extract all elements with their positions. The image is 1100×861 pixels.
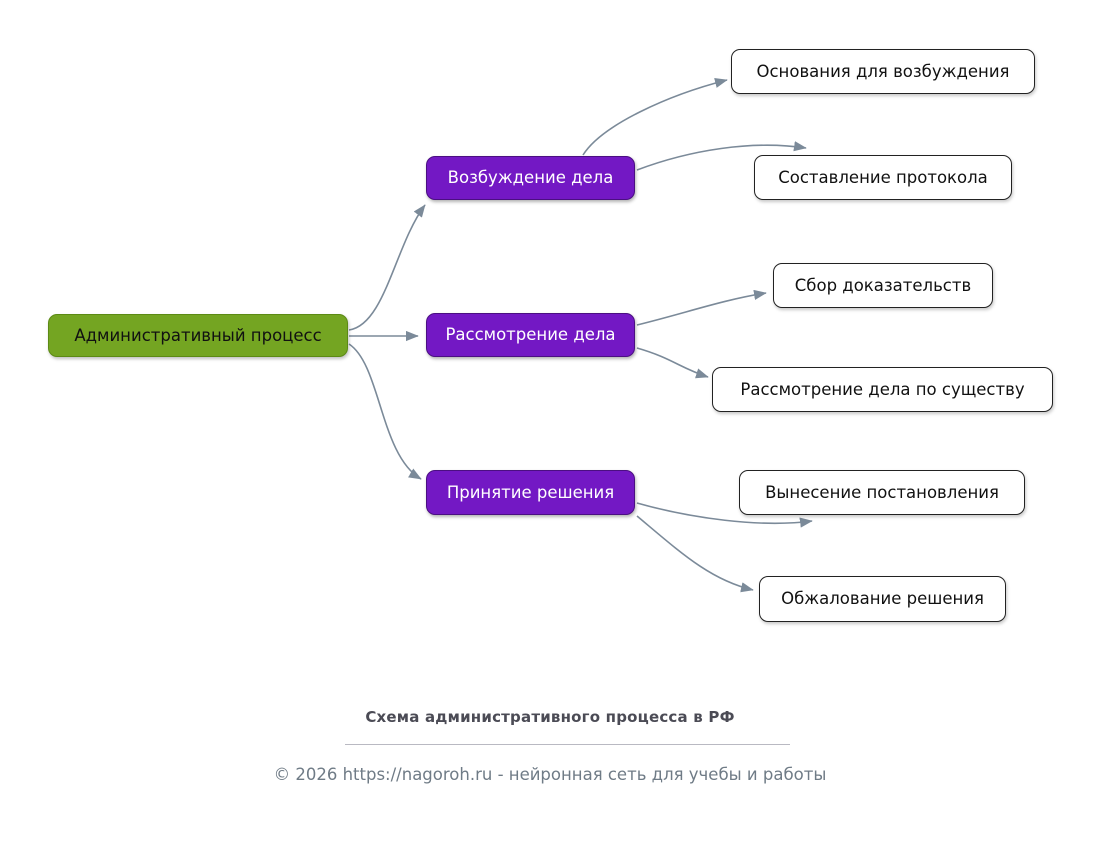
edge-root-to-stage1 <box>349 205 425 330</box>
node-stage-vozbuzhdenie-dela[interactable] <box>426 156 635 200</box>
caption-divider <box>345 744 790 745</box>
node-root[interactable] <box>48 314 348 357</box>
edge-stage2-to-leaf4 <box>637 348 708 377</box>
node-leaf-1-label: Основания для возбуждения <box>756 61 1010 81</box>
node-stage-2-label: Рассмотрение дела <box>445 325 616 345</box>
edge-stage1-to-leaf1 <box>583 80 727 155</box>
node-leaf-2-label: Составление протокола <box>778 167 988 187</box>
node-leaf-sbor-dokazatelstv[interactable] <box>773 263 993 308</box>
node-leaf-5-label: Вынесение постановления <box>765 482 999 502</box>
diagram-caption-title: Схема административного процесса в РФ <box>365 708 735 726</box>
node-leaf-3-label: Сбор доказательств <box>794 275 972 295</box>
node-stage-rassmotrenie-dela[interactable] <box>426 313 635 357</box>
node-leaf-sostavlenie-protokola[interactable] <box>754 155 1012 200</box>
node-leaf-osnovaniya-dlya-vozbuzhdeniya[interactable] <box>731 49 1035 94</box>
node-leaf-6-label: Обжалование решения <box>781 589 984 609</box>
node-leaf-vynesenie-postanovleniya[interactable] <box>739 470 1025 515</box>
edge-root-to-stage3 <box>349 344 421 479</box>
edge-stage2-to-leaf3 <box>637 293 766 325</box>
node-stage-3-label: Принятие решения <box>446 482 615 502</box>
node-leaf-obzhalovanie-resheniya[interactable] <box>759 576 1006 622</box>
node-leaf-4-label: Рассмотрение дела по существу <box>740 379 1025 399</box>
node-root-label: Административный процесс <box>74 325 322 345</box>
node-stage-1-label: Возбуждение дела <box>447 168 614 188</box>
node-leaf-rassmotrenie-dela-po-sushchestvu[interactable] <box>712 367 1053 412</box>
diagram-footer-credit: © 2026 https://nagoroh.ru - нейронная сеть для учебы и работы <box>273 765 827 784</box>
edge-stage3-to-leaf6 <box>637 516 753 590</box>
node-stage-prinyatie-resheniya[interactable] <box>426 470 635 515</box>
